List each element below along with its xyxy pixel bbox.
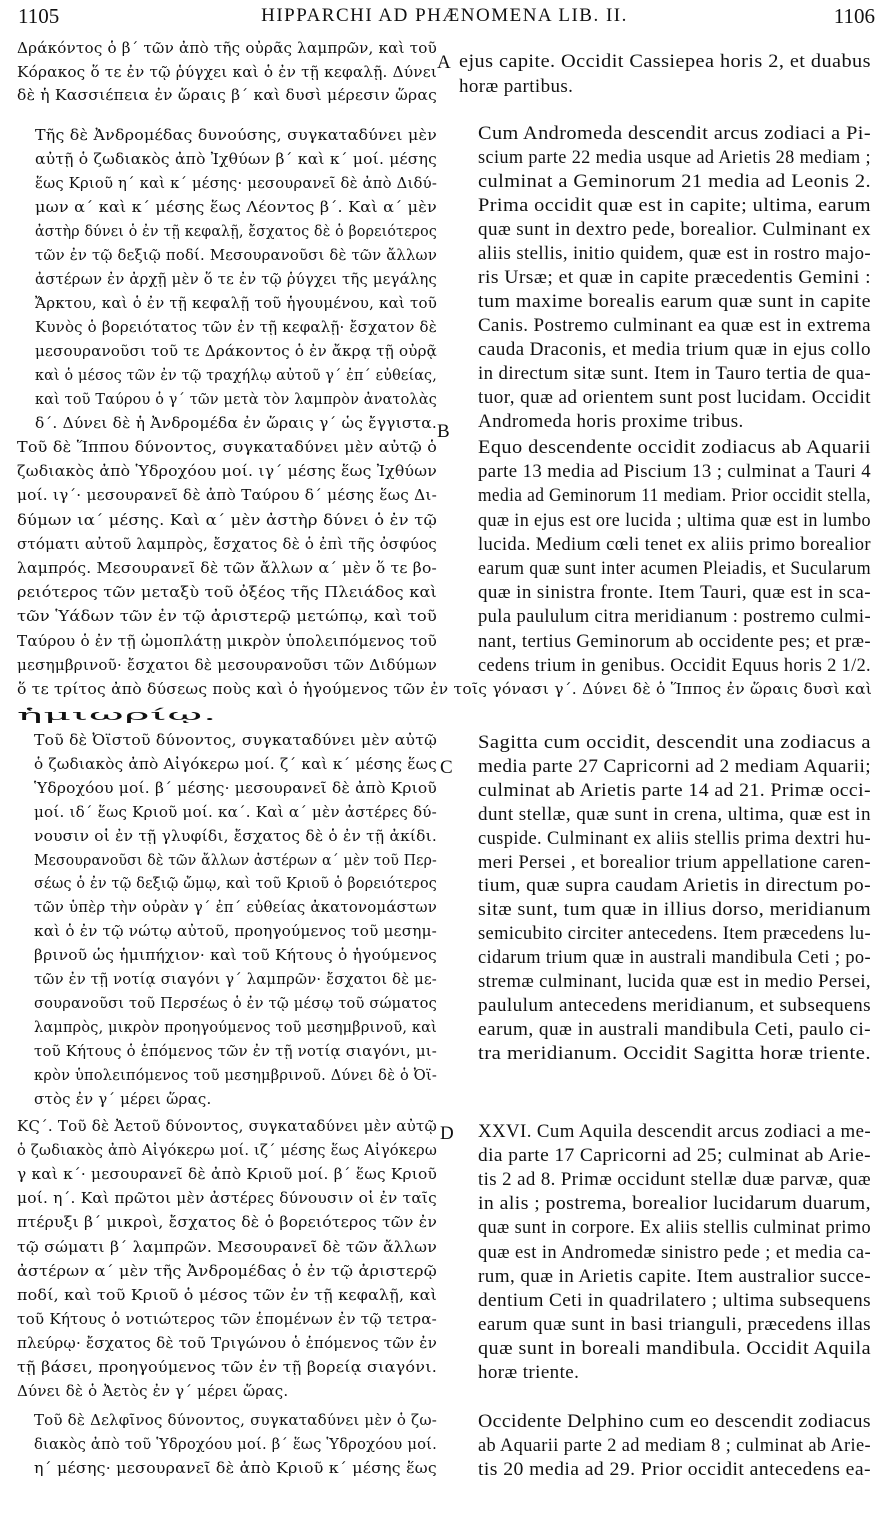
text-line: culminat ab Arietis parte 14 ad 21. Primæ occi- (478, 779, 872, 801)
text-line: parte 13 media ad Piscium 13 ; culminat a Tauri 4 (478, 461, 872, 483)
text-line: πτέρυξι β΄ μικροὶ, ἔσχατος δὲ ὁ βορειότερος τῶν ἐν (17, 1213, 438, 1232)
text-line: tum maxime borealis earum quæ sunt in capite (478, 291, 871, 312)
text-line: ὁ ζωδιακὸς ἀπὸ Αἰγόκερω μοί. ιζ΄ μέσης ἕως Αἰγόκερω (17, 1141, 438, 1160)
text-line: Τοῦ δὲ Ὀϊστοῦ δύνοντος, συγκαταδύνει μὲν αὐτῷ (34, 731, 437, 749)
text-line: pula paululum citra meridianum : postremo culmi- (478, 606, 872, 628)
text-line: dia parte 17 Capricorni ad 25; culminat ab Arie- (478, 1145, 871, 1167)
text-line: στὸς ἐν γ΄ μέρει ὥρας. (34, 1089, 212, 1108)
text-line: dentium Ceti in quadrilatero ; ultima subsequens (478, 1289, 872, 1311)
text-line: semicubito circiter antecedens. Item præcedens lu- (478, 923, 872, 945)
text-line: τῷ σώματι β΄ λαμπρῶν. Μεσουρανεῖ δὲ τῶν ἄλλων (17, 1237, 437, 1256)
text-line: lucida. Medium cœli tenet ex aliis primo borealior (478, 533, 872, 555)
text-line: τοῦ Κήτους ὁ ἑπόμενος τῶν ἐν τῇ νοτίᾳ σιαγόνι, μι- (34, 1041, 438, 1060)
text-line: ἀστέρων ἐν ἀρχῇ μὲν ὅ τε ἐν τῷ ῥύγχει τῆς μεγάλης (35, 270, 438, 288)
text-line: μοί. η΄. Καὶ πρῶτοι μὲν ἀστέρες δύνουσιν οἱ ἐν ταῖς (17, 1189, 438, 1208)
text-line: Occidente Delphino cum eo descendit zodiacus (478, 1411, 871, 1432)
text-line: tis 20 media ad 29. Prior occidit antecedens ea- (478, 1459, 871, 1480)
text-line: κρὸν ὑπολειπόμενος τοῦ μεσημβρινοῦ. Δύνει δὲ ὁ Ὀϊ- (34, 1065, 438, 1084)
text-line: Δράκόντος ὁ β΄ τῶν ἀπὸ τῆς οὐρᾶς λαμπρῶν, καὶ τοῦ (17, 39, 437, 57)
text-line: cauda Draconis, et media trium quæ in ejus collo (478, 339, 871, 360)
text-line: Ἄρκτου, καὶ ὁ ἐν τῇ κεφαλῇ τοῦ ἡγουμένου, καὶ τοῦ (35, 294, 438, 312)
text-line: δὲ ἡ Κασσιέπεια ἐν ὥραις β΄ καὶ δυσὶ μέρεσιν ὥρας (17, 86, 437, 104)
margin-letter-d: D (440, 1123, 454, 1144)
page-header (0, 0, 889, 40)
page-number-right: 1106 (833, 4, 875, 28)
text-line: τῶν Ὑάδων τῶν ἐν τῷ ἀριστερῷ μετώπῳ, καὶ τοῦ (17, 607, 438, 626)
text-line: τῶν ὑπὲρ τὴν οὐρὰν γ΄ ἐπ΄ εὐθείας ἀκατονομάστων (34, 898, 437, 917)
text-line: τῶν ἐν τῇ νοτίᾳ σιαγόνι γ΄ λαμπρῶν· ἔσχατοι δὲ με- (34, 970, 437, 988)
text-line: Δύνει δὲ ὁ Ἀετὸς ἐν γ΄ μέρει ὥρας. (17, 1382, 289, 1401)
text-line: δύμων ια΄ μέσης. Καὶ α΄ μὲν ἀστὴρ δύνει ὁ ἐν τῷ (17, 510, 438, 529)
text-line: Τῆς δὲ Ἀνδρομέδας δυνούσης, συγκαταδύνει μὲν (35, 126, 438, 144)
text-line: Ὑδροχόου μοί. β΄ μέσης· μεσουρανεῖ δὲ ἀπὸ Κριοῦ (34, 778, 437, 797)
text-line: Μεσουρανοῦσι δὲ τῶν ἄλλων ἀστέρων α΄ μὲν τοῦ Περ- (34, 850, 437, 869)
text-line: λαμπρός. Μεσουρανεῖ δὲ τῶν ἄλλων α΄ μὲν ὅ τε βο- (17, 559, 438, 577)
text-line: ποδί, καὶ τοῦ Κριοῦ ὁ μέσος τῶν ἐν τῇ κεφαλῇ, καὶ (17, 1285, 438, 1304)
text-line: cuspide. Culminant ex aliis stellis prima dextri hu- (478, 827, 871, 849)
text-line: Κόρακος ὅ τε ἐν τῷ ῥύγχει καὶ ὁ ἐν τῇ κεφαλῇ. Δύνει (17, 62, 438, 81)
text-line: dunt stellæ, quæ sunt in crena, ultima, quæ est in (478, 803, 871, 825)
text-line: τοῦ Κήτους ὁ νοτιώτερος τῶν ἑπομένων ἐν τῷ τετρα- (17, 1309, 438, 1328)
text-line: nant, tertius Geminorum ab occidente pes; et præ- (478, 630, 871, 652)
text-line: σέως ὁ ἐν τῷ δεξιῷ ὤμῳ, καὶ τοῦ Κριοῦ ὁ βορειότερος (34, 874, 438, 893)
text-line: earum quæ sunt inter acumen Pleiadis, et Sucularum (478, 558, 871, 579)
text-line: τῶν ἐν τῷ δεξιῷ ποδί. Μεσουρανοῦσι δὲ τῶν ἄλλων (35, 246, 438, 264)
margin-letter-b: B (437, 421, 450, 442)
text-line: μεσημβρινοῦ· ἔσχατοι δὲ μεσουρανοῦσι τῶν Διδύμων (17, 655, 438, 674)
text-line: ὅ τε τρίτος ἀπὸ δύσεως ποὺς καὶ ὁ ἡγούμενος τῶν ἐν τοῖς γόνασι γ΄. Δύνει δὲ ὁ Ἵππος ἐν ὥραις δυσὶ καὶ (17, 680, 873, 698)
text-line: Cum Andromeda descendit arcus zodiaci a Pi- (478, 123, 872, 144)
text-line: καὶ ὁ ἐν τῷ νώτῳ αὐτοῦ, προηγούμενος τοῦ μεσημ- (34, 922, 437, 941)
text-line: ἀστὴρ δύνει ὁ ἐν τῇ κεφαλῇ, ἔσχατος δὲ ὁ βορειότερος (35, 222, 437, 240)
text-line: γ καὶ κ΄· μεσουρανεῖ δὲ ἀπὸ Κριοῦ μοί. β΄ ἕως Κριοῦ (17, 1165, 438, 1184)
text-line: μεσουρανοῦσι τοῦ τε Δράκοντος ὁ ἐν ἄκρᾳ τῇ οὐρᾷ (35, 342, 438, 360)
text-line: Canis. Postremo culminant ea quæ est in extrema (478, 315, 871, 336)
text-line: ὁ ζωδιακὸς ἀπὸ Αἰγόκερω μοί. ζ΄ καὶ κ΄ μέσης ἕως (34, 754, 438, 773)
text-line: cedens trium in genibus. Occidit Equus horis 2 1/2. (478, 654, 872, 676)
text-line: stremæ culminant, lucida quæ est in medio Persei, (478, 971, 871, 992)
text-line: earum, quæ in australi mandibula Ceti, paulo ci- (478, 1018, 871, 1040)
text-line: XXVI. Cum Aquila descendit arcus zodiaci a me- (478, 1121, 872, 1142)
text-line: in alis ; postrema, borealior lucidarum duarum, (478, 1193, 872, 1215)
text-line: ἀστέρων α΄ μὲν τῆς Ἀνδρομέδας ὁ ἐν τῷ ἀριστερῷ (17, 1261, 437, 1280)
text-line: quæ sunt in dextro pede, borealior. Culminant ex (478, 219, 871, 240)
text-line: tuor, quæ ad orientem sunt post lucidam. Occidit (478, 387, 871, 408)
text-line: σουρανοῦσι τοῦ Περσέως ὁ ἐν τῷ μέσῳ τοῦ σώματος (34, 993, 438, 1012)
text-line: quæ in sinistra fronte. Item Tauri, quæ est in sca- (478, 582, 872, 604)
text-line: Andromeda horis proxime tribus. (478, 411, 744, 432)
text-line: quæ in ejus est ore lucida ; ultima quæ est in lumbo (478, 509, 871, 531)
text-line: sitæ sunt, tum quæ in illius dorso, meridianum (478, 899, 872, 921)
text-line: ejus capite. Occidit Cassiepea horis 2, et duabus (459, 51, 871, 72)
text-line: νουσιν οἱ ἐν τῇ γλυφίδι, ἔσχατος δὲ ὁ ἐν τῇ ἀκίδι. (34, 826, 438, 845)
text-line: βρινοῦ ὡς ἡμιπήχιον· καὶ τοῦ Κήτους ὁ ἡγούμενος (34, 946, 437, 965)
text-line: tium, quæ supra caudam Arietis in directum po- (478, 875, 872, 897)
text-line: διακὸς ἀπὸ τοῦ Ὑδροχόου μοί. β΄ ἕως Ὑδροχόου μοί. (34, 1434, 437, 1453)
text-line: scium parte 22 media usque ad Arietis 28 mediam ; (478, 147, 872, 168)
text-line: ἕως Κριοῦ η΄ καὶ κ΄ μέσης· μεσουρανεῖ δὲ ἀπὸ Διδύ- (35, 174, 438, 192)
text-line: μων α΄ καὶ κ΄ μέσης ἕως Λέοντος β΄. Καὶ α΄ μὲν (35, 198, 437, 216)
text-line: earum quæ sunt in basi trianguli, præcedens illas (478, 1313, 872, 1335)
text-line: meri Persei , et borealior trium appellatione caren- (478, 851, 871, 873)
text-line: quæ sunt in corpore. Ex aliis stellis culminat primo (478, 1217, 872, 1239)
text-line: λαμπρὸς, μικρὸν προηγούμενος τοῦ μεσημβρινοῦ, καὶ (34, 1017, 438, 1036)
text-line: media parte 27 Capricorni ad 2 mediam Aquarii; (478, 755, 872, 777)
text-line: Equo descendente occidit zodiacus ab Aquarii (478, 437, 872, 458)
text-line: in directum sitæ sunt. Item in Tauro tertia de qua- (478, 363, 872, 384)
margin-letter-a: A (437, 52, 451, 73)
margin-letter-c: C (440, 757, 453, 778)
text-line: Ταύρου ὁ ἐν τῇ ὠμοπλάτῃ μικρὸν ὑπολειπόμενος τοῦ (17, 631, 438, 650)
text-line: αὐτῇ ὁ ζωδιακὸς ἀπὸ Ἰχθύων β΄ καὶ κ΄ μοί. μέσης (35, 150, 438, 168)
running-title: HIPPARCHI AD PHÆNOMENA LIB. II. (261, 5, 628, 26)
text-line: horæ partibus. (459, 75, 574, 97)
text-line: καὶ τοῦ Ταύρου ὁ γ΄ τῶν μετὰ τὸν λαμπρὸν ἀνατολὰς (35, 390, 437, 408)
text-line: μοί. ιγ΄· μεσουρανεῖ δὲ ἀπὸ Ταύρου δ΄ μέσης ἕως Δι- (17, 486, 437, 505)
text-line: Prima occidit quæ est in capite; ultima, earum (478, 195, 872, 216)
text-line: aliis stellis, initio quidem, quæ est in rostro majo- (478, 243, 872, 264)
text-line: ἡμιωρίῳ. (17, 706, 218, 724)
text-line: ab Aquarii parte 2 ad mediam 8 ; culminat ab Arie- (478, 1435, 872, 1456)
text-line: στόματι αὐτοῦ λαμπρὸς, ἔσχατος δὲ ὁ ἐπὶ τῆς ὀσφύος (17, 534, 437, 553)
text-line: Τοῦ δὲ Δελφῖνος δύνοντος, συγκαταδύνει μὲν ὁ ζω- (34, 1411, 438, 1429)
text-line: πλεύρῳ· ἔσχατος δὲ τοῦ Τριγώνου ὁ ἑπόμενος τῶν ἐν (17, 1333, 437, 1352)
text-line: καὶ ὁ μέσος τῶν ἐν τῷ τραχήλῳ αὐτοῦ γ΄ ἐπ΄ εὐθείας, (35, 366, 437, 384)
text-line: culminat a Geminorum 21 media ad Leonis 2. (478, 171, 871, 192)
text-line: μοί. ιδ΄ ἕως Κριοῦ μοί. κα΄. Καὶ α΄ μὲν ἀστέρες δύ- (34, 802, 437, 821)
text-line: ρειότερος τῶν μεταξὺ τοῦ ὀξέος τῆς Πλειάδος καὶ (17, 583, 438, 602)
text-line: tra meridianum. Occidit Sagitta horæ triente. (478, 1042, 872, 1064)
page-number-left: 1105 (18, 4, 60, 28)
text-line: η΄ μέσης· μεσουρανεῖ δὲ ἀπὸ Κριοῦ κ΄ μέσης ἕως (34, 1458, 437, 1477)
text-line: Sagitta cum occidit, descendit una zodiacus a (478, 732, 871, 753)
text-line: paululum antecedens meridianum, et subsequens (478, 994, 871, 1016)
text-line: rum, quæ in Arietis capite. Item australior succe- (478, 1265, 871, 1287)
text-line: cidarum trium quæ in australi mandibula Ceti ; po- (478, 947, 871, 969)
text-line: ζωδιακὸς ἀπὸ Ὑδροχόου μοί. ιγ΄ μέσης ἕως Ἰχθύων (17, 462, 438, 481)
text-line: Κυνὸς ὁ βορειότατος τῶν ἐν τῇ κεφαλῇ· ἔσχατον δὲ (35, 318, 437, 336)
text-line: ΚϚ΄. Τοῦ δὲ Ἀετοῦ δύνοντος, συγκαταδύνει μὲν αὐτῷ (17, 1117, 438, 1135)
text-line: Τοῦ δὲ Ἵππου δύνοντος, συγκαταδύνει μὲν αὐτῷ ὁ (17, 438, 438, 456)
text-line: quæ sunt in boreali mandibula. Occidit Aquila (478, 1337, 872, 1359)
text-line: horæ triente. (478, 1362, 580, 1383)
text-line: media ad Geminorum 11 mediam. Prior occidit stella, (478, 485, 872, 507)
text-line: δ΄. Δύνει δὲ ἡ Ἀνδρομέδα ἐν ὥραις γ΄ ὡς ἔγγιστα. (35, 414, 438, 432)
text-line: quæ est in Andromedæ sinistro pede ; et media ca- (478, 1241, 872, 1263)
text-line: tis 2 ad 8. Primæ occidunt stellæ duæ parvæ, quæ (478, 1169, 872, 1191)
text-line: ris Ursæ; et quæ in capite præcedentis Gemini : (478, 267, 872, 288)
text-line: τῇ βάσει, προηγούμενος τῶν ἐν τῇ βορείᾳ σιαγόνι. (17, 1358, 437, 1376)
